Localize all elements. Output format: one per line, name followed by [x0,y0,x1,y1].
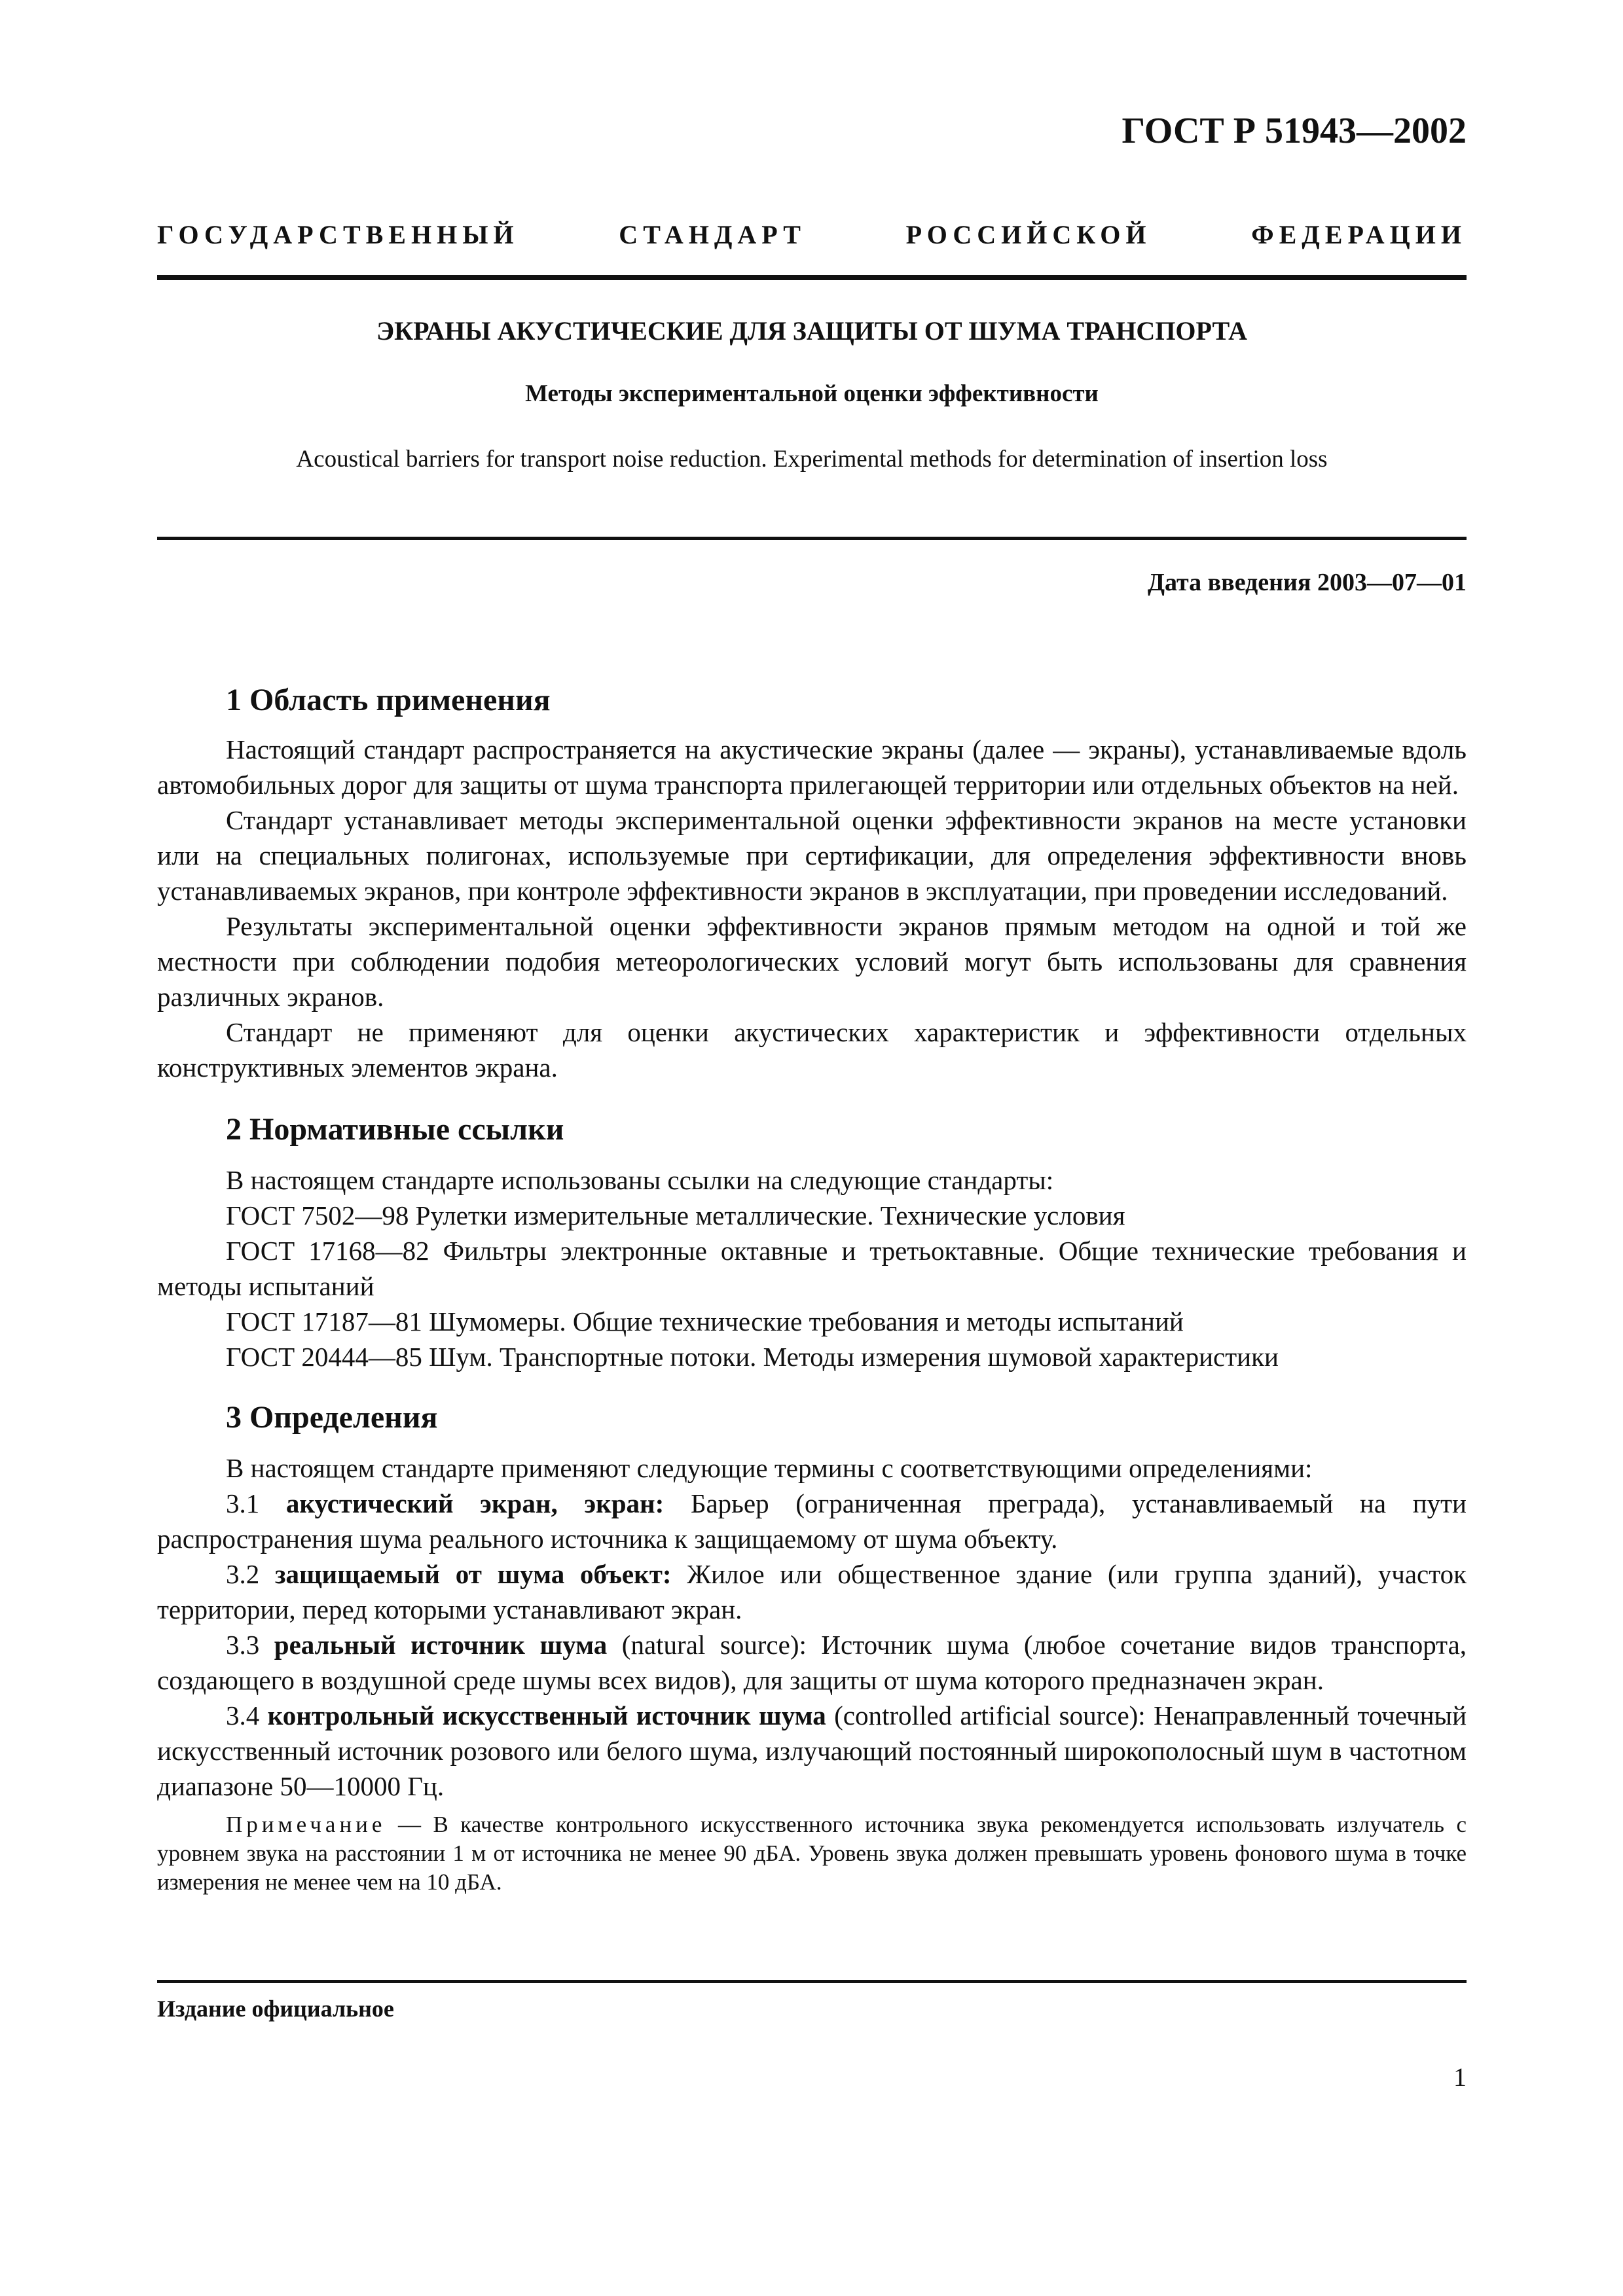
document-number: ГОСТ Р 51943—2002 [1122,111,1467,151]
scope-paragraph: Стандарт устанавливает методы экспериментальной оценки эффективности экранов на месте установки или на специальных полигонах, используемые при сертификации, для определения эффективности вновь устанавливаемых экранов, при контроле эффективности экранов в эксплуатации, при проведении исследований. [157,805,1467,906]
definition-text: Источник шума (любое сочетание видов транспорта, создающего в воздушной среде шумы всех видов), для защиты от шума которого предназначен экран. [157,1630,1467,1695]
definition-term-english: (natural source): [621,1630,807,1660]
introduction-date: Дата введения 2003—07—01 [1147,569,1467,596]
reference-item: ГОСТ 17187—81 Шумомеры. Общие технические требования и методы испытаний [226,1306,1184,1336]
scope-paragraph: Стандарт не применяют для оценки акустических характеристик и эффективности отдельных конструктивных элементов экрана. [157,1017,1467,1083]
definition-term: акустический экран, экран: [285,1488,665,1518]
definition-item [157,1486,1467,1556]
document-subtitle: Методы экспериментальной оценки эффективности [525,380,1099,407]
footer-rule [157,1980,1467,1983]
reference-item: ГОСТ 20444—85 Шум. Транспортные потоки. Методы измерения шумовой характеристики [226,1342,1279,1372]
definition-number: 3.3 [226,1630,260,1660]
definition-item [157,1698,1467,1804]
document-title: ЭКРАНЫ АКУСТИЧЕСКИЕ ДЛЯ ЗАЩИТЫ ОТ ШУМА ТРАНСПОРТА [376,316,1248,346]
official-edition-label: Издание официальное [157,1996,394,2022]
definition-term: защищаемый от шума объект: [274,1559,672,1589]
header-rule-bottom [157,537,1467,540]
header-rule-top [157,275,1467,280]
document-body [157,681,1467,1897]
definition-text: Жилое или общественное здание (или группа зданий), участок территории, перед которыми устанавливают экран. [157,1559,1467,1624]
note-text: — В качестве контрольного искусственного источника звука рекомендуется использовать излучатель с уровнем звука на расстоянии 1 м от источника не менее 90 дБА. Уровень звука должен превышать уровень фонового шума в точке измерения не менее чем на 10 дБА. [157,1812,1467,1895]
definitions-note [157,1810,1467,1897]
section-heading-scope: 1 Область применения [226,683,551,717]
document-page [157,0,1467,2296]
definition-item [157,1556,1467,1627]
page-number: 1 [1453,2062,1467,2092]
definition-term-english: (controlled artificial source): [834,1700,1146,1731]
scope-paragraph: Настоящий стандарт распространяется на акустические экраны (далее — экраны), устанавливаемые вдоль автомобильных дорог для защиты от шума транспорта прилегающей территории или отдельных объектов на ней. [157,734,1467,800]
note-label: Примечание [226,1812,386,1837]
scope-paragraph: Результаты экспериментальной оценки эффективности экранов прямым методом на одной и той же местности при соблюдении подобия метеорологических условий могут быть использованы для сравнения различных экранов. [157,911,1467,1012]
references-intro: В настоящем стандарте использованы ссылки на следующие стандарты: [226,1165,1054,1195]
section-heading-references: 2 Нормативные ссылки [226,1112,564,1147]
definition-number: 3.2 [226,1559,260,1589]
definition-text: Барьер (ограниченная преграда), устанавливаемый на пути распространения шума реального источника к защищаемому от шума объекту. [157,1488,1467,1554]
state-standard-banner: ГОСУДАРСТВЕННЫЙ СТАНДАРТ РОССИЙСКОЙ ФЕДЕРАЦИИ [157,220,1467,249]
reference-item: ГОСТ 7502—98 Рулетки измерительные металлические. Технические условия [226,1200,1125,1230]
definition-number: 3.1 [226,1488,260,1518]
document-title-english: Acoustical barriers for transport noise reduction. Experimental methods for determination of insertion loss [296,446,1328,473]
definition-item [157,1627,1467,1698]
section-heading-definitions: 3 Определения [226,1400,438,1435]
definitions-intro: В настоящем стандарте применяют следующие термины с соответствующими определениями: [226,1453,1313,1483]
definition-number: 3.4 [226,1700,260,1731]
definition-term: контрольный искусственный источник шума [267,1700,826,1731]
definition-text: Ненаправленный точечный искусственный источник розового или белого шума, излучающий постоянный широкополосный шум в частотном диапазоне 50—10000 Гц. [157,1700,1467,1801]
definition-term: реальный источник шума [274,1630,608,1660]
reference-item: ГОСТ 17168—82 Фильтры электронные октавные и третьоктавные. Общие технические требования и методы испытаний [157,1236,1467,1301]
